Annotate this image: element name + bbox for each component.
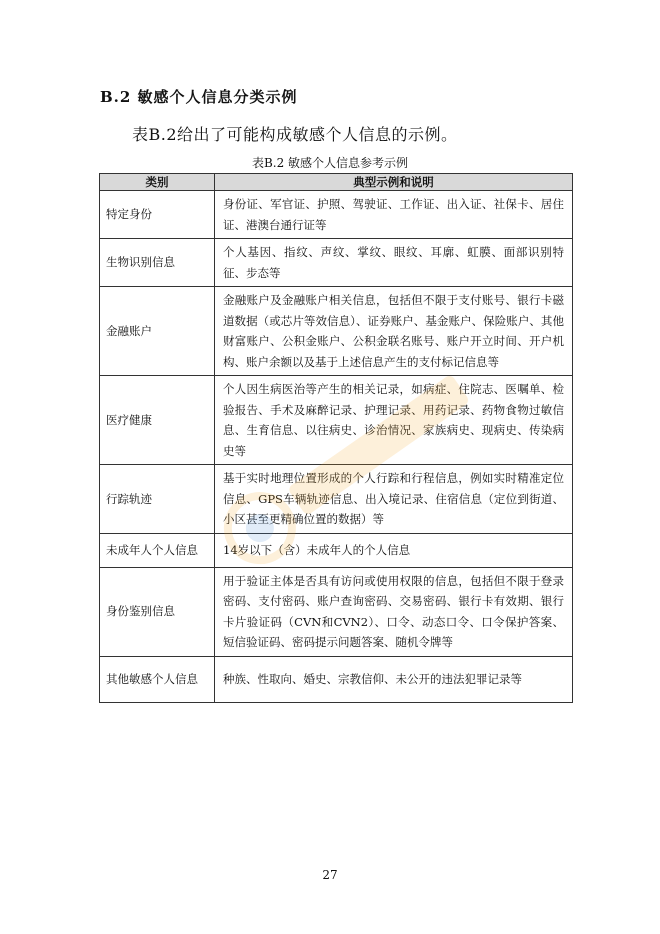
row-category: 金融账户	[100, 287, 215, 376]
row-category: 其他敏感个人信息	[100, 656, 215, 702]
page-number: 27	[322, 868, 338, 882]
header-description: 典型示例和说明	[215, 174, 573, 191]
table-row	[100, 376, 573, 465]
row-description: 身份证、军官证、护照、驾驶证、工作证、出入证、社保卡、居住证、港澳台通行证等	[215, 191, 573, 239]
row-description: 基于实时地理位置形成的个人行踪和行程信息，例如实时精准定位信息、GPS车辆轨迹信息、出入境记录、住宿信息（定位到街道、小区甚至更精确位置的数据）等	[215, 465, 573, 534]
table-row	[100, 239, 573, 287]
table-row	[100, 567, 573, 656]
section-heading: B.2 敏感个人信息分类示例	[100, 88, 298, 106]
row-description: 14岁以下（含）未成年人的个人信息	[215, 533, 573, 567]
row-description: 种族、性取向、婚史、宗教信仰、未公开的违法犯罪记录等	[215, 656, 573, 702]
sensitive-info-table	[99, 173, 573, 703]
row-description: 个人基因、指纹、声纹、掌纹、眼纹、耳廓、虹膜、面部识别特征、步态等	[215, 239, 573, 287]
row-description: 个人因生病医治等产生的相关记录，如病症、住院志、医嘱单、检验报告、手术及麻醉记录、护理记录、用药记录、药物食物过敏信息、生育信息、以往病史、诊治情况、家族病史、现病史、传染病史等	[215, 376, 573, 465]
row-category: 身份鉴别信息	[100, 567, 215, 656]
table-row	[100, 465, 573, 534]
row-description: 金融账户及金融账户相关信息，包括但不限于支付账号、银行卡磁道数据（或芯片等效信息）、证券账户、基金账户、保险账户、其他财富账户、公积金账户、公积金联名账号、账户开立时间、开户机构、账户余额以及基于上述信息产生的支付标记信息等	[215, 287, 573, 376]
row-description: 用于验证主体是否具有访问或使用权限的信息，包括但不限于登录密码、支付密码、账户查询密码、交易密码、银行卡有效期、银行卡片验证码（CVN和CVN2）、口令、动态口令、口令保护答案、短信验证码、密码提示问题答案、随机令牌等	[215, 567, 573, 656]
table-row	[100, 287, 573, 376]
row-category: 特定身份	[100, 191, 215, 239]
table-row	[100, 656, 573, 702]
table-caption: 表B.2 敏感个人信息参考示例	[251, 156, 409, 170]
row-category: 生物识别信息	[100, 239, 215, 287]
header-category: 类别	[100, 174, 215, 191]
table-header-row	[100, 174, 573, 191]
row-category: 行踪轨迹	[100, 465, 215, 534]
table-row	[100, 191, 573, 239]
row-category: 医疗健康	[100, 376, 215, 465]
table-row	[100, 533, 573, 567]
intro-paragraph: 表B.2给出了可能构成敏感个人信息的示例。	[132, 125, 458, 144]
row-category: 未成年人个人信息	[100, 533, 215, 567]
